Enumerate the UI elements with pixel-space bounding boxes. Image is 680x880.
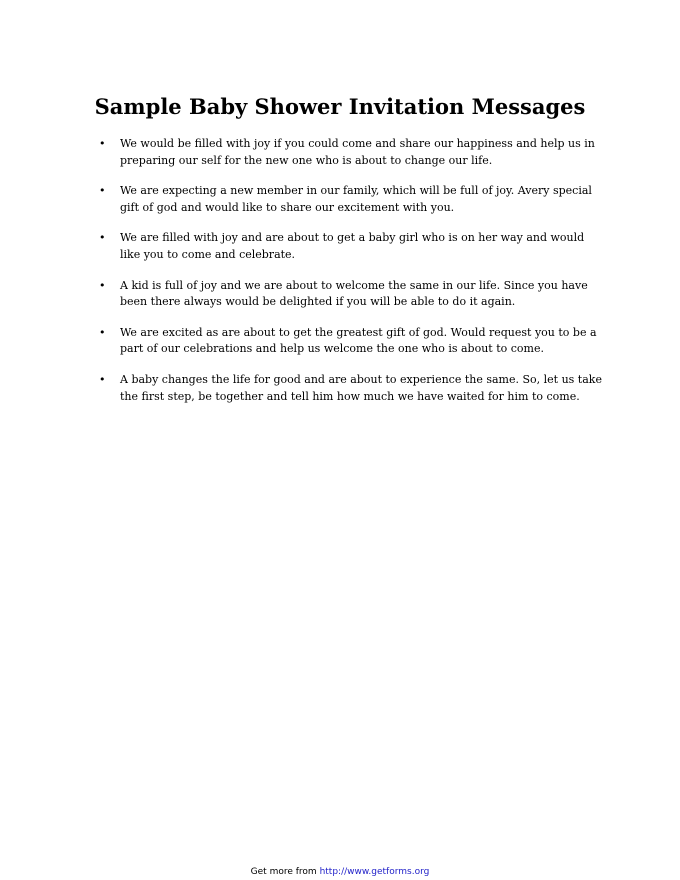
getforms-link[interactable]: http://www.getforms.org — [319, 867, 430, 877]
document-title: Sample Baby Shower Invitation Messages — [94, 94, 586, 119]
message-text: We are excited as are about to get the greatest gift of god. Would request you to be a part of our celebrations and help us welcome the one who is about to come. — [120, 325, 597, 356]
message-text: We are filled with joy and are about to get a baby girl who is on her way and would like you to come and celebrate. — [120, 231, 585, 261]
message-text: A baby changes the life for good and are about to experience the same. So, let us take the first step, be together and tell him how much we have waited for him to come. — [120, 372, 602, 403]
list-item — [97, 183, 607, 216]
list-item — [97, 325, 607, 358]
footer-prefix: Get more from — [250, 867, 320, 877]
bullet-icon: • — [99, 372, 106, 386]
bullet-icon: • — [99, 278, 106, 292]
list-item — [97, 230, 607, 263]
bullet-icon: • — [99, 325, 106, 339]
bullet-icon: • — [99, 231, 106, 245]
list-item — [97, 136, 607, 169]
bullet-icon: • — [99, 184, 106, 198]
message-text: A kid is full of joy and we are about to welcome the same in our life. Since you have been there always would be delighted if you will be able to do it again. — [120, 278, 588, 309]
invitation-message-list — [97, 136, 607, 419]
page-footer — [0, 866, 680, 878]
message-text: We would be filled with joy if you could come and share our happiness and help us in preparing our self for the new one who is about to change our life. — [120, 137, 595, 167]
list-item — [97, 372, 607, 405]
message-text: We are expecting a new member in our family, which will be full of joy. Avery special gift of god and would like to share our excitement with you. — [120, 184, 592, 214]
list-item — [97, 278, 607, 311]
bullet-icon: • — [99, 137, 106, 150]
